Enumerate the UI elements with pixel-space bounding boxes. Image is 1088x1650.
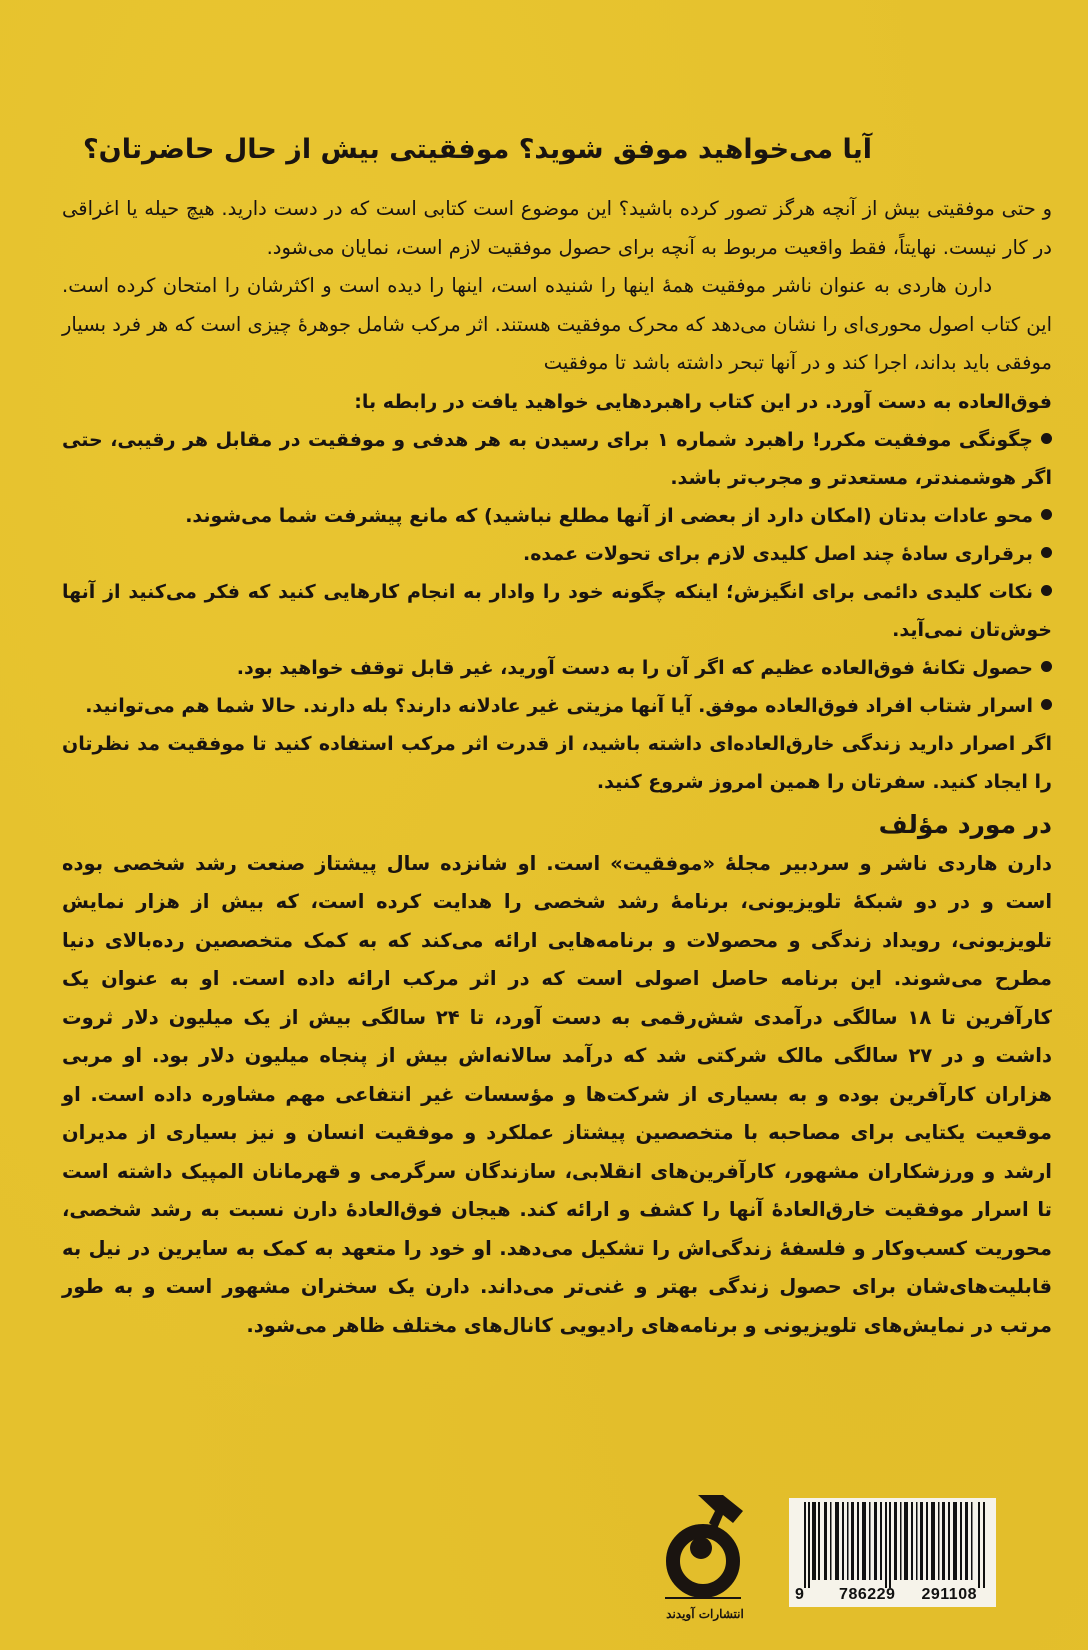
list-item [62,535,1052,573]
barcode-icon [802,1502,988,1588]
bullet-icon [1041,699,1052,710]
publisher-logo-icon [665,1493,745,1608]
publisher-paragraph: دارن هاردی به عنوان ناشر موفقیت همهٔ اینها را شنیده است، اینها را دیده است و اکثرشان را امتحان کرده است. این کتاب اصول محوری‌ای را نشان می‌دهد که محرک موفقیت هستند. اثر مرکب شامل جوهرهٔ چیزی است که هر فرد بسیار موفقی باید بداند، اجرا کند و در آنها تبحر داشته باشد تا موفقیت [62,274,1052,374]
bullet-icon [1041,433,1052,444]
about-author-body: دارن هاردی ناشر و سردبیر مجلهٔ «موفقیت» است. او شانزده سال پیشتاز صنعت رشد شخصی بوده است و در دو شبکهٔ تلویزیونی، برنامهٔ رشد شخصی را هدایت کرده است، که بیش از هزار نمایش تلویزیونی، رویداد زندگی و محصولات و برنامه‌هایی ارائه می‌کند که به کمک متخصصین رده‌بالای دنیا مطرح می‌شوند. این برنامه حاصل اصولی است که در اثر مرکب ارائه داده است. او به عنوان یک کارآفرین تا ۱۸ سالگی درآمدی شش‌رقمی به دست آورد، تا ۲۴ سالگی بیش از یک میلیون دلار ثروت داشت و در ۲۷ سالگی مالک شرکتی شد که درآمد سالانه‌اش بیش از پنجاه میلیون دلار بود. او مربی هزاران کارآفرین بوده و به بسیاری از شرکت‌ها و مؤسسات غیر انتفاعی مهم مشاوره داده است. او موقعیت یکتایی برای مصاحبه با متخصصین پیشتاز عملکرد و موفقیت انسان و نیز بسیاری از مدیران ارشد و ورزشکاران مشهور، کارآفرین‌های انقلابی، سازندگان سرگرمی و قهرمانان المپیک داشته است تا اسرار موفقیت خارق‌العادهٔ آنها را کشف و ارائه کند. هیجان فوق‌العادهٔ دارن نسبت به رشد شخصی، محوریت کسب‌وکار و فلسفهٔ زندگی‌اش را تشکیل می‌دهد. او خود را متعهد به کمک به سایرین در نیل به قابلیت‌های‌شان برای حصول زندگی بهتر و غنی‌تر می‌داند. دارن یک سخنران مشهور است و به طور مرتب در نمایش‌های تلویزیونی و برنامه‌های رادیویی کانال‌های مختلف ظاهر می‌شود. [62,851,1052,1337]
list-item [62,687,1052,725]
closing-paragraph: اگر اصرار دارید زندگی خارق‌العاده‌ای داشته باشید، از قدرت اثر مرکب استفاده کنید تا موفقیت مد نظرتان را ایجاد کنید. سفرتان را همین امروز شروع کنید. [62,732,1052,793]
bullet-icon [1041,547,1052,558]
list-item [62,497,1052,535]
isbn-prefix: 9 [795,1586,805,1603]
back-cover-text [62,130,1052,1345]
list-item [62,421,1052,497]
bullet-icon [1041,509,1052,520]
strategy-list [62,421,1052,725]
list-item-text: محو عادات بدتان (امکان دارد از بعضی از آنها مطلع نباشید) که مانع پیشرفت شما می‌شوند. [185,504,1033,527]
isbn-group-1: 786229 [839,1586,896,1603]
about-author-title: در مورد مؤلف [878,809,1052,839]
isbn-digits [795,1586,991,1604]
bullet-icon [1041,661,1052,672]
list-item-text: حصول تکانهٔ فوق‌العاده عظیم که اگر آن را به دست آورید، غیر قابل توقف خواهید بود. [236,656,1033,679]
intro-paragraph: و حتی موفقیتی بیش از آنچه هرگز تصور کرده باشید؟ این موضوع است کتابی است که در دست دارید. هیچ حیله یا اغراقی در کار نیست. نهایتاً، فقط واقعیت مربوط به آنچه برای حصول موفقیت لازم است، نمایان می‌شود. [62,197,1052,259]
cover-footer [0,1485,1088,1650]
list-item [62,573,1052,649]
publisher-name: انتشارات آویدند [666,1607,744,1621]
isbn-barcode [789,1498,996,1607]
isbn-group-2: 291108 [921,1586,977,1603]
list-item-text: برقراری سادهٔ چند اصل کلیدی لازم برای تحولات عمده. [523,542,1033,565]
list-item-text: چگونگی موفقیت مکرر! راهبرد شماره ۱ برای رسیدن به هر هدفی و موفقیت در مقابل هر رقیبی، حتی اگر هوشمندتر، مستعدتر و مجرب‌تر باشد. [62,428,1052,489]
strategies-intro: فوق‌العاده به دست آورد. در این کتاب راهبردهایی خواهید یافت در رابطه با: [354,390,1052,413]
list-item-text: نکات کلیدی دائمی برای انگیزش؛ اینکه چگونه خود را وادار به انجام کارهایی کنید که فکر می‌کنید از آنها خوش‌تان نمی‌آید. [62,580,1052,641]
headline: آیا می‌خواهید موفق شوید؟ موفقیتی بیش از حال حاضرتان؟ [82,134,872,165]
list-item-text: اسرار شتاب افراد فوق‌العاده موفق. آیا آنها مزیتی غیر عادلانه دارند؟ بله دارند. حالا شما هم می‌توانید. [85,694,1033,717]
bullet-icon [1041,585,1052,596]
list-item [62,649,1052,687]
